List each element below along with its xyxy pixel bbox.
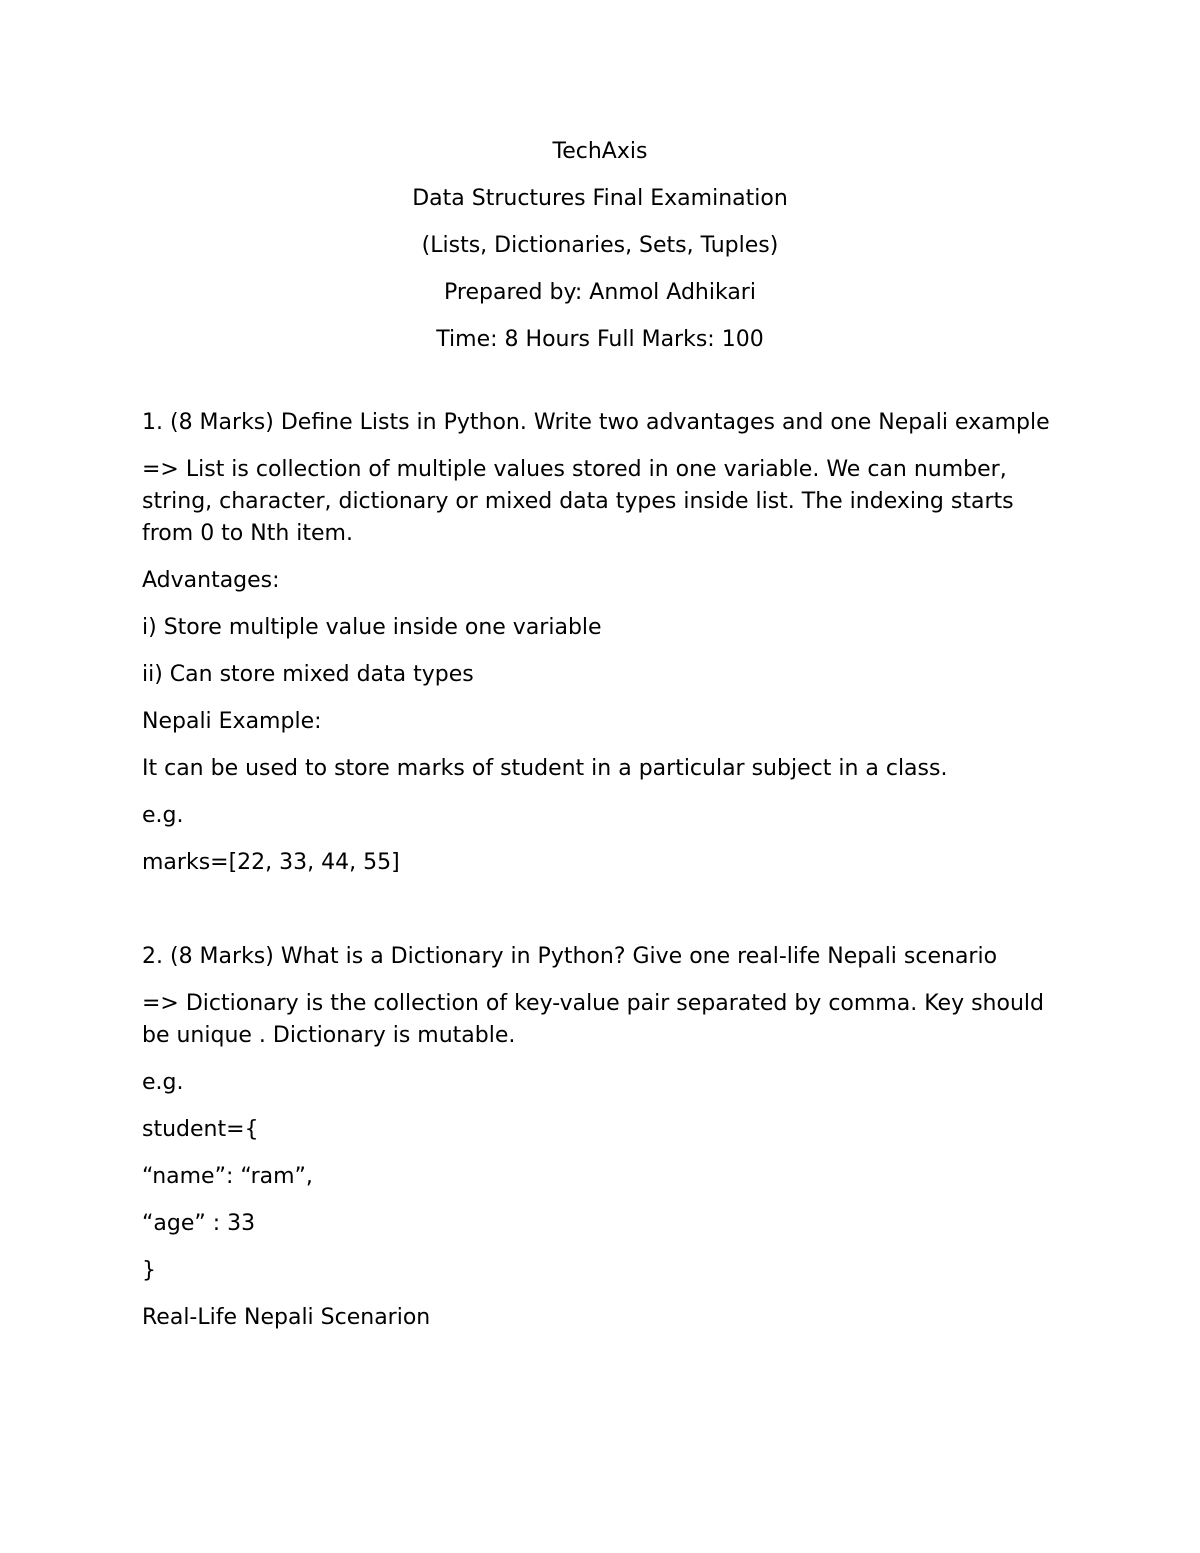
- answer-2: => Dictionary is the collection of key-value pair separated by comma. Key should be unique . Dictionary is mutable.: [142, 991, 1044, 1048]
- time-marks: Time: 8 Hours Full Marks: 100: [436, 327, 764, 352]
- eg-label-1: e.g.: [142, 803, 184, 828]
- scenario-heading: Real-Life Nepali Scenarion: [142, 1305, 431, 1330]
- advantage-2: ii) Can store mixed data types: [142, 662, 474, 687]
- code-marks: marks=[22, 33, 44, 55]: [142, 850, 400, 875]
- advantage-1: i) Store multiple value inside one variable: [142, 615, 602, 640]
- code-line-4: }: [142, 1258, 156, 1283]
- code-line-2: “name”: “ram”,: [142, 1164, 313, 1189]
- example-heading: Nepali Example:: [142, 709, 322, 734]
- answer-1: => List is collection of multiple values stored in one variable. We can number, string, character, dictionary or mixed data types inside list. The indexing starts from 0 to Nth item.: [142, 457, 1014, 546]
- question-1: 1. (8 Marks) Define Lists in Python. Write two advantages and one Nepali example: [142, 410, 1050, 435]
- code-line-3: “age” : 33: [142, 1211, 256, 1236]
- exam-topics: (Lists, Dictionaries, Sets, Tuples): [421, 233, 779, 258]
- advantages-heading: Advantages:: [142, 568, 280, 593]
- prepared-by: Prepared by: Anmol Adhikari: [444, 280, 756, 305]
- question-2: 2. (8 Marks) What is a Dictionary in Python? Give one real-life Nepali scenario: [142, 944, 998, 969]
- org-name: TechAxis: [552, 139, 648, 164]
- exam-body: [142, 407, 1062, 1349]
- exam-header: [0, 140, 1200, 375]
- code-line-1: student={: [142, 1117, 259, 1142]
- eg-label-2: e.g.: [142, 1070, 184, 1095]
- example-text: It can be used to store marks of student in a particular subject in a class.: [142, 756, 948, 781]
- exam-title: Data Structures Final Examination: [412, 186, 788, 211]
